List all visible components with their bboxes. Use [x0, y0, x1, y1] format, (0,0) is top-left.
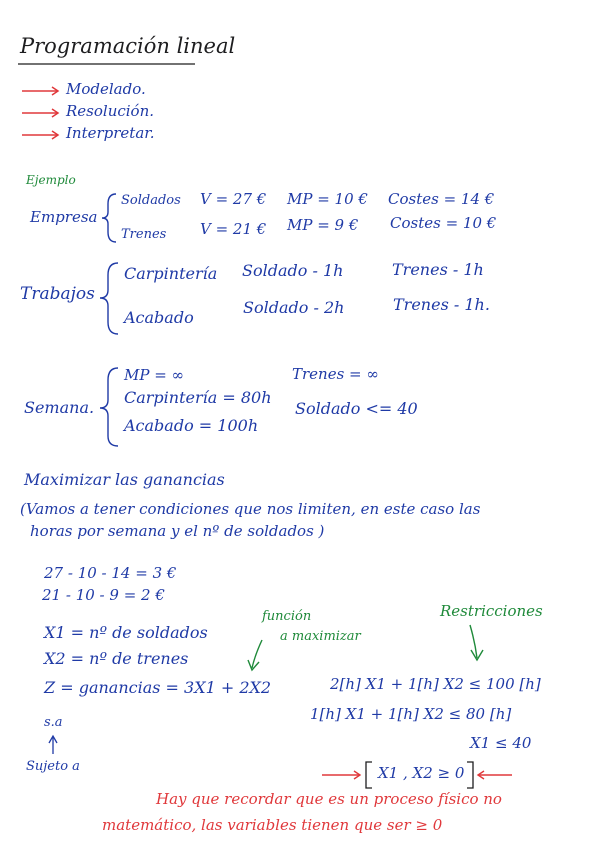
x2-definition: X2 = nº de trenes: [44, 649, 189, 668]
footer-note-line-1: Hay que recordar que es un proceso físico no: [156, 790, 502, 808]
semana-item: Acabado = 100h: [124, 416, 259, 435]
sujeto-label: Sujeto a: [26, 759, 80, 774]
x1-definition: X1 = nº de soldados: [44, 623, 208, 642]
function-label: función: [262, 609, 312, 624]
empresa-row-v: V = 27 €: [200, 190, 267, 208]
empresa-row-costes: Costes = 14 €: [388, 190, 495, 208]
semana-right: Trenes = ∞: [292, 365, 379, 383]
step-modelado: Modelado.: [66, 80, 146, 98]
note-line-1: (Vamos a tener condiciones que nos limiten, en este caso las: [20, 500, 481, 518]
empresa-label: Empresa: [30, 208, 98, 226]
objective-function: Z = ganancias = 3X1 + 2X2: [44, 678, 272, 697]
constraint: 2[h] X1 + 1[h] X2 ≤ 100 [h]: [330, 675, 541, 693]
empresa-row-name: Soldados: [121, 193, 181, 208]
trabajos-row-trenes: Trenes - 1h.: [393, 295, 490, 314]
calc-soldados: 27 - 10 - 14 = 3 €: [44, 564, 177, 582]
semana-item: Carpintería = 80h: [124, 388, 272, 407]
function-label: a maximizar: [280, 629, 361, 644]
semana-label: Semana.: [24, 398, 95, 417]
empresa-row-name: Trenes: [121, 227, 167, 242]
trabajos-row-soldado: Soldado - 2h: [243, 298, 345, 317]
step-resolucion: Resolución.: [66, 102, 155, 120]
page-title: Programación lineal: [20, 34, 236, 58]
empresa-row-mp: MP = 9 €: [287, 216, 359, 234]
trabajos-row-trenes: Trenes - 1h: [392, 260, 484, 279]
restrictions-label: Restricciones: [440, 602, 543, 620]
constraint: 1[h] X1 + 1[h] X2 ≤ 80 [h]: [310, 705, 512, 723]
example-label: Ejemplo: [26, 173, 76, 187]
note-line-2: horas por semana y el nº de soldados ): [30, 522, 325, 540]
empresa-row-mp: MP = 10 €: [287, 190, 368, 208]
empresa-row-costes: Costes = 10 €: [390, 214, 497, 232]
constraint: X1 ≤ 40: [470, 734, 532, 752]
trabajos-row-name: Carpintería: [124, 264, 218, 283]
non-negativity: X1 , X2 ≥ 0: [378, 764, 465, 782]
calc-trenes: 21 - 10 - 9 = 2 €: [42, 586, 165, 604]
trabajos-label: Trabajos: [20, 284, 95, 304]
footer-note-line-2: matemático, las variables tienen que ser ≥ 0: [102, 816, 443, 834]
maximize-heading: Maximizar las ganancias: [24, 470, 225, 489]
semana-right: Soldado <= 40: [295, 399, 418, 418]
semana-item: MP = ∞: [124, 366, 185, 384]
step-interpretar: Interpretar.: [66, 124, 155, 142]
trabajos-row-name: Acabado: [124, 308, 194, 327]
empresa-row-v: V = 21 €: [200, 220, 267, 238]
trabajos-row-soldado: Soldado - 1h: [242, 261, 344, 280]
sa-label: s.a: [44, 715, 63, 730]
